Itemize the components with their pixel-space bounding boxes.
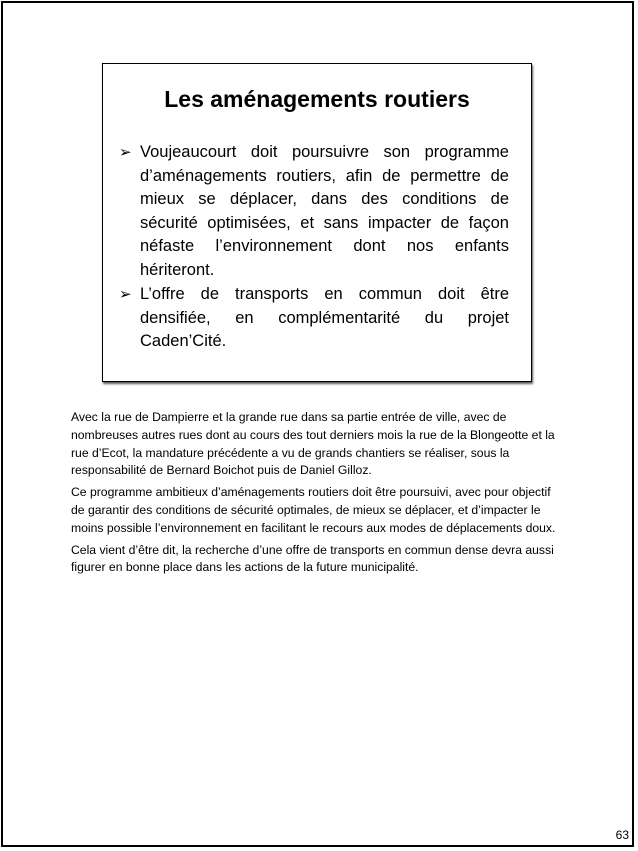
arrow-bullet-icon: ➢	[119, 144, 132, 161]
body-paragraph: Avec la rue de Dampierre et la grande rue dans sa partie entrée de ville, avec de nombreuses autres rues dont au cours des tout derniers mois la rue de la Blongeotte et la rue d’Ecot, la mandature précédente a vu de grands chantiers se réaliser, sous la responsabilité de Bernard Boichot puis de Daniel Gilloz.	[71, 410, 555, 478]
slide-bullet-text: L’offre de transports en commun doit être densifiée, en complémentarité du projet Caden’Cité.	[140, 285, 509, 351]
slide-bullet-text: Voujeaucourt doit poursuivre son programme d’aménagements routiers, afin de permettre de mieux se déplacer, dans des conditions de sécurité optimisées, et sans impacter de façon néfaste l’environnement dont nos enfants hériteront.	[140, 143, 509, 279]
slide-bullet	[119, 283, 509, 354]
body-paragraph: Cela vient d’être dit, la recherche d’une offre de transports en commun dense devra aussi figurer en bonne place dans les actions de la future municipalité.	[71, 542, 554, 575]
slide-title: Les aménagements routiers	[164, 86, 470, 112]
body-text	[71, 409, 566, 581]
arrow-bullet-icon: ➢	[119, 286, 132, 303]
slide-bullet	[119, 141, 509, 283]
body-paragraph: Ce programme ambitieux d’aménagements routiers doit être poursuivi, avec pour objectif de garantir des conditions de sécurité optimales, de mieux se déplacer, et d’impacter le moins possible l’environnement en facilitant le recours aux modes de déplacements doux.	[71, 485, 556, 535]
slide-image	[102, 63, 532, 382]
page-number: 63	[615, 828, 629, 842]
